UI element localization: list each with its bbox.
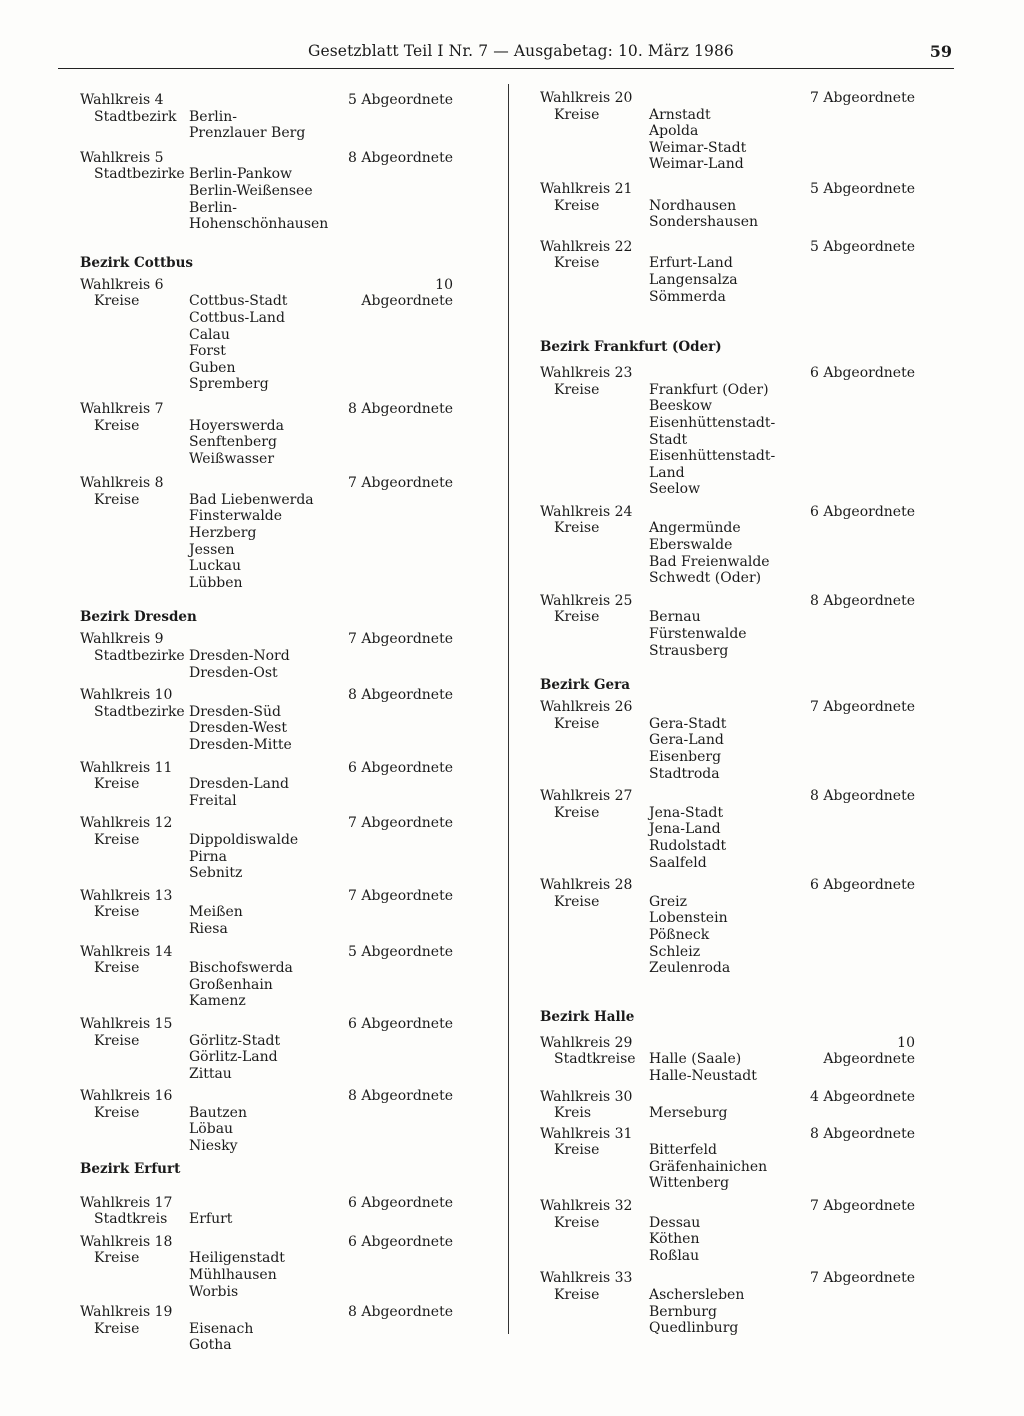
place-list — [189, 1105, 460, 1155]
constituency-entry — [80, 475, 460, 591]
constituency-type: Kreise — [554, 381, 600, 398]
seat-count: 5 Abgeordnete — [810, 180, 915, 197]
seat-count: 6 Abgeordnete — [348, 1194, 453, 1211]
constituency-entry — [540, 365, 920, 498]
place-list — [189, 1211, 460, 1228]
place-name: Frankfurt (Oder) — [649, 381, 769, 398]
place-list — [649, 1287, 920, 1337]
constituency-label: Wahlkreis 27 — [540, 788, 633, 805]
constituency-type: Stadtkreis — [94, 1211, 168, 1228]
place-name: Cottbus-Stadt — [189, 293, 288, 310]
place-name: Schleiz — [649, 943, 701, 960]
place-name: Aschersleben — [649, 1287, 745, 1304]
place-list — [649, 894, 920, 977]
place-name: Berlin- — [189, 199, 237, 216]
place-name: Stadtroda — [649, 765, 720, 782]
constituency-type: Kreise — [94, 960, 140, 977]
place-name: Forst — [189, 343, 226, 360]
constituency-label: Wahlkreis 25 — [540, 592, 633, 609]
place-list — [189, 1250, 460, 1300]
place-name: Eisenberg — [649, 749, 722, 765]
seat-count: 8 Abgeordnete — [348, 400, 453, 417]
seat-count: 6 Abgeordnete — [348, 1233, 453, 1250]
place-name: Jessen — [189, 541, 235, 558]
place-list — [189, 109, 460, 142]
seat-count: 6 Abgeordnete — [810, 877, 915, 894]
place-name: Görlitz-Stadt — [189, 1032, 281, 1049]
seat-count: 6 Abgeordnete — [348, 1015, 453, 1032]
place-name: Bad Freienwalde — [649, 553, 770, 570]
place-list — [649, 1105, 920, 1122]
constituency-label: Wahlkreis 5 — [80, 149, 164, 166]
seat-count: 7 Abgeordnete — [348, 631, 453, 648]
place-name: Bischofswerda — [189, 960, 293, 977]
place-list — [649, 1215, 920, 1265]
place-name: Halle-Neustadt — [649, 1067, 757, 1084]
seat-count: 8 Abgeordnete — [810, 592, 915, 609]
constituency-label: Wahlkreis 22 — [540, 238, 633, 255]
place-name: Eberswalde — [649, 537, 733, 554]
place-name: Sebnitz — [189, 865, 243, 882]
place-list — [189, 704, 460, 754]
place-name: Löbau — [189, 1121, 234, 1138]
district-heading: Bezirk Erfurt — [80, 1160, 181, 1177]
constituency-label: Wahlkreis 16 — [80, 1088, 173, 1105]
place-list — [649, 1142, 920, 1192]
constituency-type: Kreise — [554, 197, 600, 214]
constituency-type: Kreise — [554, 1287, 600, 1304]
place-name: Berlin-Pankow — [189, 166, 293, 183]
place-name: Mühlhausen — [189, 1267, 277, 1284]
place-name: Heiligenstadt — [189, 1250, 285, 1267]
place-list — [189, 1321, 460, 1354]
place-name: Hoyerswerda — [189, 417, 284, 434]
constituency-type: Kreise — [94, 904, 140, 921]
constituency-label: Wahlkreis 13 — [80, 887, 173, 904]
seat-count: 8 Abgeordnete — [810, 788, 915, 805]
constituency-label: Wahlkreis 19 — [80, 1304, 173, 1321]
district-heading: Bezirk Dresden — [80, 609, 197, 626]
place-name: Dessau — [649, 1214, 701, 1231]
constituency-type: Kreise — [94, 1250, 140, 1267]
left-column — [80, 86, 460, 1354]
place-name: Saalfeld — [649, 854, 707, 871]
seat-count: 7 Abgeordnete — [348, 475, 453, 492]
place-name: Nordhausen — [649, 197, 737, 214]
constituency-type: Kreise — [94, 1104, 140, 1121]
page-number: 59 — [929, 42, 952, 61]
seat-count: 7 Abgeordnete — [810, 1270, 915, 1287]
constituency-label: Wahlkreis 26 — [540, 699, 633, 716]
constituency-entry — [80, 760, 460, 810]
place-name: Luckau — [189, 558, 242, 575]
constituency-type: Kreise — [94, 491, 140, 508]
place-name: Land — [649, 464, 685, 481]
place-name: Dresden-Ost — [189, 664, 278, 681]
place-name: Beeskow — [649, 398, 712, 415]
seat-count: 8 Abgeordnete — [810, 1125, 915, 1142]
constituency-label: Wahlkreis 12 — [80, 815, 173, 832]
place-name: Greiz — [649, 893, 688, 910]
place-name: Gotha — [189, 1337, 232, 1354]
place-name: Sömmerda — [649, 288, 726, 305]
place-name: Eisenhüttenstadt- — [649, 414, 776, 431]
constituency-type: Stadtbezirke — [94, 166, 185, 183]
place-name: Cottbus-Land — [189, 309, 285, 326]
constituency-type: Kreise — [554, 715, 600, 732]
constituency-type: Kreise — [554, 255, 600, 272]
constituency-label: Wahlkreis 24 — [540, 503, 633, 520]
constituency-label: Wahlkreis 17 — [80, 1194, 173, 1211]
place-name: Spremberg — [189, 376, 269, 393]
place-name: Strausberg — [649, 642, 729, 659]
constituency-entry — [80, 631, 460, 681]
place-name: Apolda — [649, 123, 699, 140]
place-name: Seelow — [649, 481, 701, 498]
place-list — [649, 609, 920, 659]
place-name: Dresden-Land — [189, 776, 290, 793]
place-name: Pößneck — [649, 926, 710, 943]
constituency-label: Wahlkreis 11 — [80, 759, 173, 776]
place-name: Schwedt (Oder) — [649, 570, 762, 587]
place-name: Weimar-Stadt — [649, 139, 747, 156]
page-header — [58, 42, 954, 69]
constituency-entry — [540, 504, 920, 587]
constituency-entry — [540, 239, 920, 305]
constituency-type: Kreise — [94, 831, 140, 848]
place-name: Calau — [189, 326, 230, 343]
constituency-entry — [80, 1304, 460, 1354]
place-name: Wittenberg — [649, 1175, 730, 1192]
place-name: Riesa — [189, 920, 228, 937]
place-name: Dresden-Mitte — [189, 737, 292, 753]
constituency-entry — [540, 877, 920, 977]
constituency-entry — [80, 944, 460, 1010]
place-name: Guben — [189, 359, 236, 376]
place-list — [649, 107, 920, 173]
constituency-label: Wahlkreis 31 — [540, 1125, 633, 1142]
place-name: Freital — [189, 792, 237, 809]
constituency-label: Wahlkreis 21 — [540, 180, 633, 197]
seat-count: 4 Abgeordnete — [810, 1088, 915, 1105]
place-name: Kamenz — [189, 993, 246, 1010]
place-name: Worbis — [189, 1283, 239, 1300]
constituency-entry — [540, 1035, 920, 1085]
place-name: Prenzlauer Berg — [189, 125, 306, 142]
place-name: Meißen — [189, 904, 243, 921]
place-name: Gera-Stadt — [649, 715, 727, 732]
constituency-entry — [540, 181, 920, 231]
place-name: Erfurt-Land — [649, 255, 733, 272]
constituency-type: Kreis — [554, 1105, 592, 1122]
constituency-entry — [80, 1088, 460, 1154]
seat-count: 8 Abgeordnete — [348, 149, 453, 166]
constituency-type: Kreise — [554, 1214, 600, 1231]
constituency-type: Kreise — [554, 609, 600, 626]
constituency-type: Kreise — [554, 804, 600, 821]
place-name: Erfurt — [189, 1211, 233, 1228]
constituency-label: Wahlkreis 32 — [540, 1198, 633, 1215]
constituency-label: Wahlkreis 7 — [80, 400, 164, 417]
place-name: Finsterwalde — [189, 508, 283, 525]
constituency-label: Wahlkreis 33 — [540, 1270, 633, 1287]
constituency-label: Wahlkreis 14 — [80, 943, 173, 960]
place-list — [649, 198, 920, 231]
constituency-entry — [540, 593, 920, 659]
place-list — [189, 648, 460, 681]
place-name: Bad Liebenwerda — [189, 491, 314, 508]
constituency-type: Kreise — [554, 520, 600, 537]
seat-count: 10 Abgeordnete — [361, 276, 453, 310]
constituency-type: Kreise — [554, 106, 600, 123]
place-name: Görlitz-Land — [189, 1049, 278, 1066]
seat-count: 5 Abgeordnete — [348, 92, 453, 108]
district-heading: Bezirk Gera — [540, 677, 630, 694]
place-name: Eisenhüttenstadt- — [649, 448, 776, 465]
seat-count: 7 Abgeordnete — [348, 887, 453, 904]
constituency-type: Kreise — [94, 1032, 140, 1049]
place-name: Pirna — [189, 848, 227, 865]
seat-count: 8 Abgeordnete — [348, 687, 453, 704]
place-name: Merseburg — [649, 1105, 728, 1122]
place-name: Dresden-Süd — [189, 703, 281, 720]
header-title: Gesetzblatt Teil I Nr. 7 — Ausgabetag: 10. März 1986 — [308, 42, 734, 60]
place-name: Jena-Land — [649, 821, 721, 838]
constituency-label: Wahlkreis 8 — [80, 475, 164, 492]
place-name: Bautzen — [189, 1104, 247, 1121]
place-name: Herzberg — [189, 525, 257, 542]
place-name: Weißwasser — [189, 450, 275, 467]
seat-count: 7 Abgeordnete — [348, 815, 453, 832]
constituency-label: Wahlkreis 4 — [80, 92, 164, 108]
constituency-label: Wahlkreis 9 — [80, 631, 164, 648]
place-name: Berlin- — [189, 108, 237, 125]
constituency-label: Wahlkreis 30 — [540, 1088, 633, 1105]
place-list — [189, 960, 460, 1010]
constituency-entry — [540, 90, 920, 173]
place-list — [189, 832, 460, 882]
constituency-entry — [80, 687, 460, 753]
seat-count: 8 Abgeordnete — [348, 1304, 453, 1321]
constituency-entry — [540, 1126, 920, 1192]
place-name: Bernau — [649, 609, 701, 626]
seat-count: 6 Abgeordnete — [810, 365, 915, 382]
place-name: Köthen — [649, 1231, 700, 1248]
seat-count: 8 Abgeordnete — [348, 1088, 453, 1105]
constituency-entry — [80, 1234, 460, 1300]
place-list — [649, 805, 920, 871]
place-name: Lübben — [189, 574, 243, 591]
constituency-entry — [80, 888, 460, 938]
constituency-label: Wahlkreis 18 — [80, 1233, 173, 1250]
constituency-entry — [540, 1198, 920, 1264]
place-list — [189, 492, 460, 592]
place-name: Bitterfeld — [649, 1142, 717, 1159]
right-column — [540, 84, 920, 1337]
constituency-entry — [540, 1270, 920, 1336]
constituency-entry — [540, 1089, 920, 1122]
place-name: Gräfenhainichen — [649, 1158, 768, 1175]
constituency-label: Wahlkreis 29 — [540, 1034, 633, 1051]
constituency-label: Wahlkreis 28 — [540, 877, 633, 894]
constituency-type: Stadtbezirke — [94, 648, 185, 665]
constituency-type: Stadtbezirk — [94, 108, 177, 125]
place-name: Gera-Land — [649, 732, 724, 749]
constituency-entry — [80, 815, 460, 881]
constituency-type: Kreise — [554, 893, 600, 910]
constituency-type: Kreise — [94, 417, 140, 434]
seat-count: 7 Abgeordnete — [810, 699, 915, 716]
place-list — [189, 418, 460, 468]
constituency-entry — [80, 277, 460, 393]
place-name: Dresden-West — [189, 720, 287, 737]
place-name: Eisenach — [189, 1320, 254, 1337]
place-name: Dippoldiswalde — [189, 831, 299, 848]
place-list — [189, 1033, 460, 1083]
constituency-entry — [540, 699, 920, 782]
constituency-entry — [80, 401, 460, 467]
seat-count: 6 Abgeordnete — [348, 759, 453, 776]
constituency-label: Wahlkreis 6 — [80, 276, 164, 293]
place-name: Bernburg — [649, 1303, 717, 1320]
constituency-type: Stadtkreise — [554, 1051, 636, 1068]
constituency-type: Stadtbezirke — [94, 703, 185, 720]
place-name: Rudolstadt — [649, 837, 727, 854]
place-name: Dresden-Nord — [189, 648, 290, 665]
place-list — [189, 904, 460, 937]
place-name: Fürstenwalde — [649, 626, 747, 643]
seat-count: 5 Abgeordnete — [810, 238, 915, 255]
place-name: Großenhain — [189, 976, 273, 993]
place-name: Niesky — [189, 1138, 238, 1155]
district-heading: Bezirk Cottbus — [80, 254, 194, 271]
place-name: Weimar-Land — [649, 156, 744, 173]
seat-count: 6 Abgeordnete — [810, 503, 915, 520]
place-name: Lobenstein — [649, 910, 728, 927]
place-name: Angermünde — [649, 520, 741, 537]
place-name: Halle (Saale) — [649, 1051, 742, 1068]
place-list — [649, 520, 920, 586]
place-name: Langensalza — [649, 271, 738, 288]
place-name: Roßlau — [649, 1247, 700, 1264]
constituency-type: Kreise — [94, 776, 140, 793]
constituency-type: Kreise — [94, 293, 140, 310]
constituency-entry — [540, 788, 920, 871]
constituency-label: Wahlkreis 15 — [80, 1015, 173, 1032]
place-list — [649, 716, 920, 782]
column-divider — [508, 84, 509, 1334]
constituency-entry — [80, 150, 460, 233]
place-name: Arnstadt — [649, 106, 711, 123]
constituency-entry — [80, 92, 460, 142]
constituency-type: Kreise — [94, 1320, 140, 1337]
place-name: Sondershausen — [649, 214, 759, 231]
place-list — [649, 255, 920, 305]
constituency-label: Wahlkreis 20 — [540, 90, 633, 106]
constituency-entry — [80, 1016, 460, 1082]
constituency-label: Wahlkreis 10 — [80, 687, 173, 704]
constituency-label: Wahlkreis 23 — [540, 365, 633, 382]
constituency-type: Kreise — [554, 1142, 600, 1159]
seat-count: 7 Abgeordnete — [810, 1198, 915, 1215]
seat-count: 5 Abgeordnete — [348, 943, 453, 960]
seat-count: 7 Abgeordnete — [810, 90, 915, 106]
district-heading: Bezirk Frankfurt (Oder) — [540, 339, 722, 356]
constituency-entry — [80, 1195, 460, 1228]
place-name: Jena-Stadt — [649, 804, 724, 821]
place-list — [189, 776, 460, 809]
place-list — [189, 166, 460, 232]
place-name: Quedlinburg — [649, 1320, 739, 1337]
place-list — [649, 382, 920, 498]
seat-count: 10 Abgeordnete — [823, 1034, 915, 1068]
place-name: Zittau — [189, 1065, 232, 1082]
place-name: Berlin-Weißensee — [189, 182, 313, 199]
place-name: Senftenberg — [189, 434, 277, 451]
place-name: Hohenschönhausen — [189, 216, 329, 233]
place-name: Stadt — [649, 431, 688, 448]
place-name: Zeulenroda — [649, 960, 731, 977]
district-heading: Bezirk Halle — [540, 1008, 635, 1025]
